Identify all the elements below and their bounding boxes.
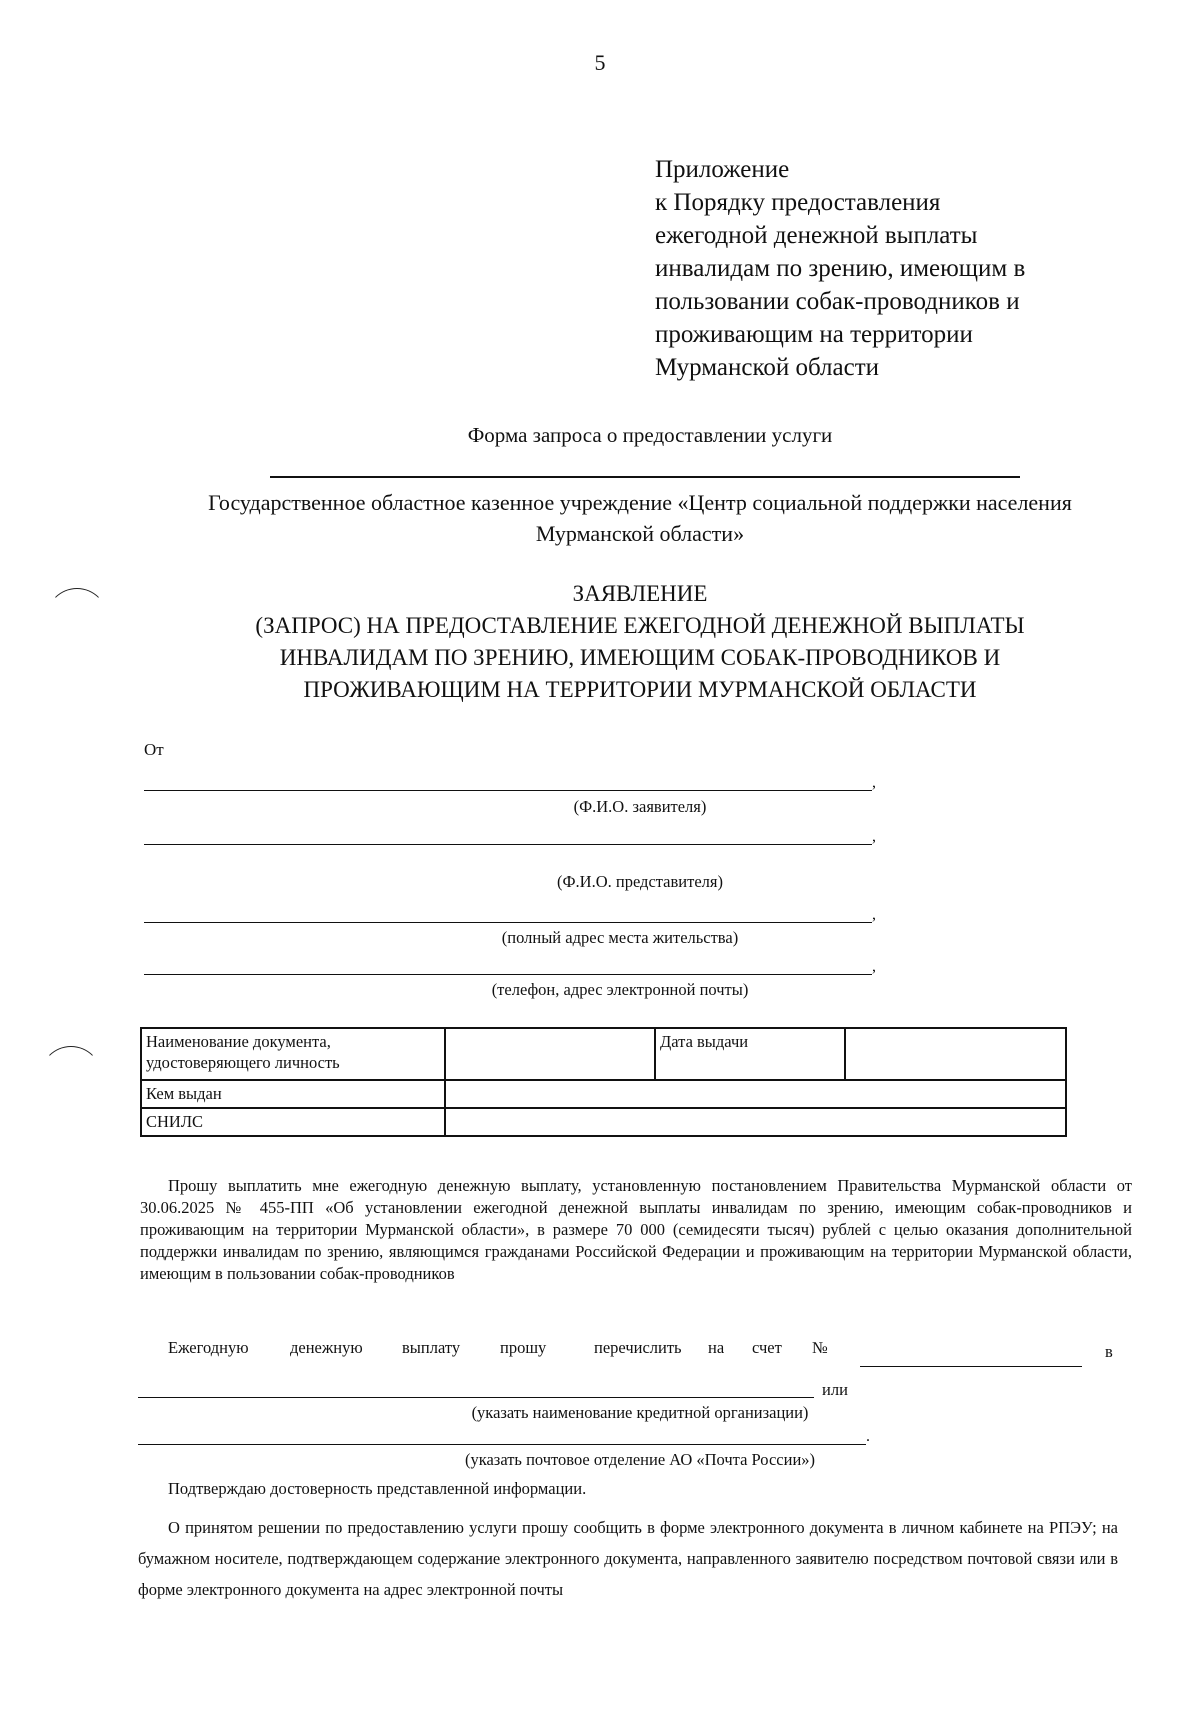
appendix-line: Приложение — [655, 156, 790, 183]
or-label: или — [822, 1380, 848, 1399]
issued-by-value-cell[interactable] — [445, 1080, 1066, 1108]
snils-value-cell[interactable] — [445, 1108, 1066, 1136]
request-paragraph: Прошу выплатить мне ежегодную денежную выплату, установленную постановлением Правительства Мурманской области от 30.06.2025 № 455-ПП «Об установлении ежегодной денежной выплаты инвалидам по зрению, имеющим собак-проводников и проживающим на территории Мурманской области», в размере 70 000 (семидесяти тысяч) рублей с целью оказания дополнительной поддержки инвалидам по зрению, являющимся гражданами Российской Федерации и проживающим на территории Мурманской области, имеющим в пользовании собак-проводников — [140, 1176, 1132, 1283]
issued-by-label-cell — [141, 1080, 445, 1108]
page-number: 5 — [594, 50, 606, 75]
address-field[interactable] — [144, 922, 872, 923]
divider-line — [270, 476, 1020, 478]
decision-notification-paragraph: О принятом решении по предоставлению услуги прошу сообщить в форме электронного документа в личном кабинете на РПЭУ; на бумажном носителе, подтверждающем содержание электронного документа, направленного заявителю посредством почтовой связи или в форме электронного документа на адрес электронной почты — [138, 1518, 1118, 1599]
account-word: денежную — [290, 1338, 363, 1357]
comma: , — [872, 906, 876, 923]
confirmation-text: Подтверждаю достоверность представленной информации. — [168, 1479, 587, 1498]
contact-caption: (телефон, адрес электронной почты) — [491, 980, 749, 999]
application-heading — [160, 578, 1120, 706]
appendix-line: инвалидам по зрению, имеющим в — [655, 255, 1026, 282]
heading-line: ИНВАЛИДАМ ПО ЗРЕНИЮ, ИМЕЮЩИМ СОБАК-ПРОВОДНИКОВ И — [279, 645, 1001, 670]
account-word: прошу — [500, 1338, 547, 1357]
post-office-caption: (указать почтовое отделение АО «Почта России») — [464, 1450, 816, 1469]
representative-name-caption: (Ф.И.О. представителя) — [557, 872, 723, 891]
comma: , — [872, 774, 876, 791]
account-word: перечислить — [594, 1338, 682, 1357]
doc-name-label: удостоверяющего личность — [146, 1053, 340, 1072]
doc-name-label: Наименование документа, — [146, 1032, 331, 1051]
comma: , — [872, 958, 876, 975]
from-label: От — [144, 740, 164, 759]
applicant-name-field[interactable] — [144, 790, 872, 791]
appendix-line: проживающим на территории — [655, 321, 973, 348]
identity-document-table — [140, 1027, 1067, 1137]
bank-caption: (указать наименование кредитной организации) — [471, 1403, 809, 1422]
representative-name-field[interactable] — [144, 844, 872, 845]
issue-date-value-cell[interactable] — [845, 1028, 1066, 1080]
account-word: счет — [752, 1338, 782, 1357]
issue-date-label-cell — [655, 1028, 845, 1080]
issued-by-label: Кем выдан — [146, 1084, 222, 1103]
punch-hole-mark — [46, 588, 108, 650]
account-in: в — [1105, 1342, 1113, 1361]
heading-line: ПРОЖИВАЮЩИМ НА ТЕРРИТОРИИ МУРМАНСКОЙ ОБЛАСТИ — [303, 677, 977, 702]
doc-name-label-cell — [141, 1028, 445, 1080]
snils-label: СНИЛС — [146, 1112, 204, 1131]
bank-name-field[interactable] — [138, 1397, 814, 1398]
account-number-field[interactable] — [860, 1366, 1082, 1367]
account-word: выплату — [402, 1338, 461, 1357]
contact-field[interactable] — [144, 974, 872, 975]
form-title: Форма запроса о предоставлении услуги — [467, 423, 833, 447]
account-word: Ежегодную — [168, 1338, 249, 1357]
comma: , — [872, 828, 876, 845]
institution-line: Государственное областное казенное учреждение «Центр социальной поддержки населения — [208, 490, 1072, 515]
appendix-reference — [655, 153, 1025, 384]
appendix-line: к Порядку предоставления — [655, 189, 941, 216]
address-caption: (полный адрес места жительства) — [501, 928, 739, 947]
account-word: № — [812, 1338, 828, 1357]
punch-hole-mark — [40, 1046, 102, 1108]
appendix-line: ежегодной денежной выплаты — [655, 222, 978, 249]
heading-line: ЗАЯВЛЕНИЕ — [572, 581, 708, 606]
doc-name-value-cell[interactable] — [445, 1028, 655, 1080]
issue-date-label: Дата выдачи — [660, 1032, 749, 1051]
institution-line: Мурманской области» — [535, 521, 745, 546]
institution-name — [140, 487, 1140, 549]
applicant-name-caption: (Ф.И.О. заявителя) — [573, 797, 707, 816]
post-office-field[interactable] — [138, 1444, 866, 1445]
heading-line: (ЗАПРОС) НА ПРЕДОСТАВЛЕНИЕ ЕЖЕГОДНОЙ ДЕНЕЖНОЙ ВЫПЛАТЫ — [255, 613, 1025, 638]
snils-label-cell — [141, 1108, 445, 1136]
appendix-line: Мурманской области — [655, 354, 880, 381]
period: . — [866, 1428, 870, 1445]
appendix-line: пользовании собак-проводников и — [655, 288, 1020, 315]
account-word: на — [708, 1338, 725, 1357]
account-request-line — [168, 1338, 1118, 1368]
